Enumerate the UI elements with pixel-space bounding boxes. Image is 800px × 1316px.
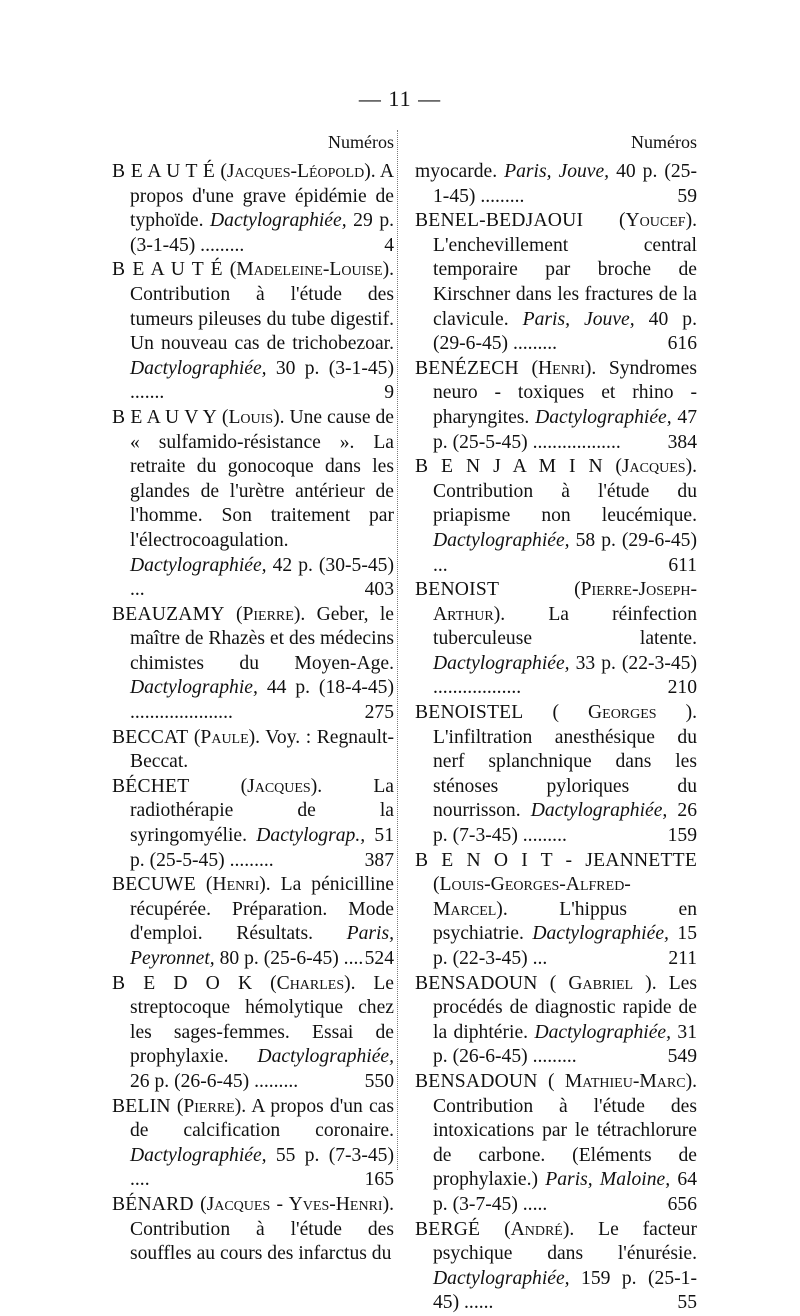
entry-details: 15 p. (22-3-45) ... [433, 923, 697, 969]
list-item [415, 209, 697, 357]
right-column [415, 132, 697, 1316]
entry-number: 210 [667, 677, 697, 699]
entry-number: 384 [667, 431, 697, 453]
entry-details: 64 p. (3-7-45) ..... [433, 1169, 697, 1215]
entry-publication: Dactylographiée, [532, 923, 669, 945]
list-item [112, 972, 394, 1095]
entry-details: 33 p. (22-3-45) .................. [433, 652, 697, 699]
entry-title: Une cause de « sulfamido-résistance ». La retraite du gonocoque dans les glandes de l'urètre antérieur de l'homme. Son traitement par l'électrocoagulation. [130, 406, 395, 551]
entry-details: 44 p. (18-4-45) ..................... [130, 677, 395, 724]
entry-title: Syndromes neuro - toxiques et rhino - pharyngites. [433, 357, 697, 428]
author-name: BECCAT [112, 726, 189, 748]
entry-title: L'infiltration anesthésique du nerf splanchnique dans les sténoses pyloriques du nourrisson. [433, 726, 697, 822]
entry-publication: Dactylographie, [130, 677, 258, 699]
entry-title: A propos d'un cas de calcification coronaire. [130, 1095, 395, 1142]
list-item [112, 603, 394, 726]
entry-title: La pénicilline récupérée. Préparation. Mode d'emploi. Résultats. [130, 874, 394, 945]
list-item [415, 701, 697, 849]
author-name: B E N O I T - JEANNETTE [415, 849, 697, 871]
author-name: B E A U V Y [112, 406, 217, 428]
author-name: B E A U T É [112, 161, 216, 182]
author-given-names: (André). [504, 1218, 575, 1240]
entry-details: 80 p. (25-6-45) .... [219, 948, 364, 969]
author-given-names: (Louis-Georges-Alfred-Marcel). [433, 874, 631, 920]
entry-publication: Dactylographiée, [130, 1144, 267, 1166]
list-item [415, 578, 697, 701]
author-name: BEAUZAMY [112, 603, 225, 625]
entry-list [415, 160, 697, 1316]
list-item [415, 357, 697, 455]
author-given-names: (Paule). [193, 726, 261, 748]
list-item [112, 160, 394, 258]
entry-title: Contribution à l'étude du priapisme non leucémique. [433, 480, 697, 527]
list-item [112, 258, 394, 406]
list-item [415, 972, 697, 1070]
entry-publication: Dactylograp., [256, 825, 366, 847]
author-name: BERGÉ [415, 1218, 481, 1240]
entry-title: La radiothérapie de la syringomyélie. [130, 775, 394, 847]
author-given-names: (Charles). [270, 972, 356, 994]
list-item [112, 873, 394, 971]
column-header: Numéros [631, 132, 697, 152]
author-name: BÉNARD [112, 1193, 194, 1215]
entry-title: Contribution à l'étude des intoxications par le tétrachlorure de carbone. (Eléments de prophylaxie.) [433, 1095, 697, 1191]
entry-title: La réinfection tuberculeuse latente. [433, 603, 697, 650]
author-name: B E A U T É [112, 259, 223, 281]
author-given-names: (Jacques). [615, 456, 697, 478]
entry-details: 30 p. (3-1-45) ....... [130, 357, 394, 404]
left-column [112, 132, 394, 1267]
entry-title: Les procédés de diagnostic rapide de la diphtérie. [433, 972, 698, 1043]
entry-details: 55 p. (7-3-45) .... [130, 1144, 394, 1191]
entry-title: Le facteur psychique dans l'énurésie. [433, 1218, 697, 1265]
author-given-names: (Pierre). [176, 1095, 247, 1117]
entry-details: 31 p. (26-6-45) ......... [433, 1021, 698, 1068]
entry-number: 4 [384, 234, 394, 256]
author-name: BENÉZECH [415, 357, 519, 379]
entry-title: L'hippus en psychiatrie. [433, 898, 697, 945]
author-given-names: ( Georges ). [552, 702, 697, 724]
entry-number: 549 [667, 1046, 697, 1068]
entry-publication: Paris, Maloine, [545, 1169, 671, 1191]
author-name: BENSADOUN [415, 972, 538, 994]
entry-details: 58 p. (29-6-45) ... [433, 529, 697, 576]
entry-details: 159 p. (25-1-45) ...... [433, 1267, 697, 1314]
author-given-names: ( Mathieu-Marc). [548, 1070, 697, 1092]
list-item [415, 849, 697, 972]
author-given-names: (Jacques - Yves-Henri). [200, 1193, 394, 1215]
list-item [112, 406, 394, 603]
entry-number: 165 [364, 1169, 394, 1191]
author-name: BENSADOUN [415, 1070, 538, 1092]
entry-number: 524 [364, 948, 394, 969]
entry-title: myocarde. [415, 161, 498, 182]
entry-title: A propos d'une grave épidémie de typhoïde. [130, 161, 394, 232]
entry-title: Geber, le maître de Rhazès et des médecins chimistes du Moyen-Age. [130, 603, 394, 674]
entry-number: 211 [668, 948, 697, 969]
entry-publication: Dactylographiée, [433, 1267, 570, 1289]
entry-number: 59 [677, 185, 697, 207]
author-name: B E N J A M I N [415, 456, 603, 478]
list-item [112, 1095, 394, 1193]
entry-details: 26 p. (26-6-45) ......... [130, 1070, 299, 1092]
author-given-names: (Madeleine-Louise). [229, 259, 394, 281]
author-given-names: (Pierre-Joseph-Arthur). [433, 579, 697, 625]
entry-title: Voy. : [265, 726, 312, 748]
entry-details: 40 p. (29-6-45) ......... [433, 308, 697, 355]
page-number: — 11 — [358, 86, 442, 111]
list-item [112, 726, 394, 775]
list-item [415, 455, 697, 578]
entry-publication: Dactylographiée, [433, 529, 570, 551]
list-item [415, 1070, 697, 1218]
author-given-names: ( Gabriel ). [549, 972, 657, 994]
entry-title: Contribution à l'étude des souffles au cours des infarctus du [130, 1218, 394, 1265]
entry-publication: Dactylographiée, [535, 406, 672, 428]
author-name: BELIN [112, 1095, 171, 1117]
author-given-names: (Louis). [221, 406, 285, 428]
author-given-names: (Henri). [205, 874, 271, 896]
column-divider [397, 130, 398, 1170]
entry-publication: Dactylographiée, [534, 1021, 672, 1043]
list-item [112, 775, 394, 873]
entry-title: L'enchevillement central temporaire par broche de Kirschner dans les fractures de la clavicule. [433, 234, 697, 330]
entry-publication: Dactylographiée, [130, 554, 267, 576]
entry-details: 40 p. (25-1-45) ......... [433, 161, 698, 207]
author-name: BÉCHET [112, 775, 190, 797]
entry-details: 47 p. (25-5-45) .................. [433, 406, 697, 453]
author-given-names: (Pierre). [235, 603, 306, 625]
entry-number: 275 [364, 702, 394, 724]
entry-details: 42 p. (30-5-45) ... [130, 554, 394, 601]
entry-title: Le streptocoque hémolytique chez les sages-femmes. Essai de prophylaxie. [130, 972, 394, 1068]
author-name: BENEL-BEDJAOUI [415, 210, 584, 232]
entry-details: 51 p. (25-5-45) ......... [130, 825, 394, 871]
list-item [415, 1218, 697, 1316]
author-given-names: (Jacques). [240, 775, 323, 797]
author-name: BECUWE [112, 874, 196, 896]
entry-number: 403 [364, 579, 394, 601]
author-given-names: (Jacques-Léopold). [220, 161, 376, 182]
entry-publication: Dactylographiée, [530, 800, 668, 822]
entry-publication: Dactylographiée, [257, 1046, 394, 1068]
entry-number: 616 [667, 333, 697, 355]
author-name: B E D O K [112, 972, 253, 994]
entry-publication: Dactylographiée, [210, 210, 347, 232]
entry-details: Regnault-Beccat. [130, 726, 394, 773]
entry-title: Contribution à l'étude des tumeurs pileuses du tube digestif. Un nouveau cas de trichobezoar. [130, 283, 394, 355]
entry-number: 611 [668, 554, 697, 576]
author-name: BENOISTEL [415, 702, 524, 724]
entry-details: 26 p. (7-3-45) ......... [433, 800, 697, 847]
entry-number: 387 [364, 849, 394, 871]
entry-number: 159 [667, 825, 697, 847]
entry-number: 550 [364, 1070, 394, 1092]
entry-publication: Paris, Jouve, [522, 308, 635, 330]
entry-list [112, 160, 394, 1267]
author-given-names: (Youcef). [619, 210, 697, 232]
column-header: Numéros [328, 132, 394, 152]
entry-number: 55 [677, 1292, 697, 1314]
author-name: BENOIST [415, 579, 500, 601]
entry-publication: Dactylographiée, [130, 357, 267, 379]
entry-details: 29 p. (3-1-45) ......... [130, 210, 395, 256]
entry-publication: Paris, Jouve, [504, 161, 610, 182]
list-item [415, 160, 697, 209]
entry-publication: Dactylographiée, [433, 652, 570, 674]
entry-number: 9 [384, 382, 394, 404]
entry-number: 656 [667, 1193, 697, 1215]
entry-publication: Paris, Peyronnet, [130, 923, 394, 969]
author-given-names: (Henri). [531, 357, 597, 379]
list-item [112, 1193, 394, 1267]
